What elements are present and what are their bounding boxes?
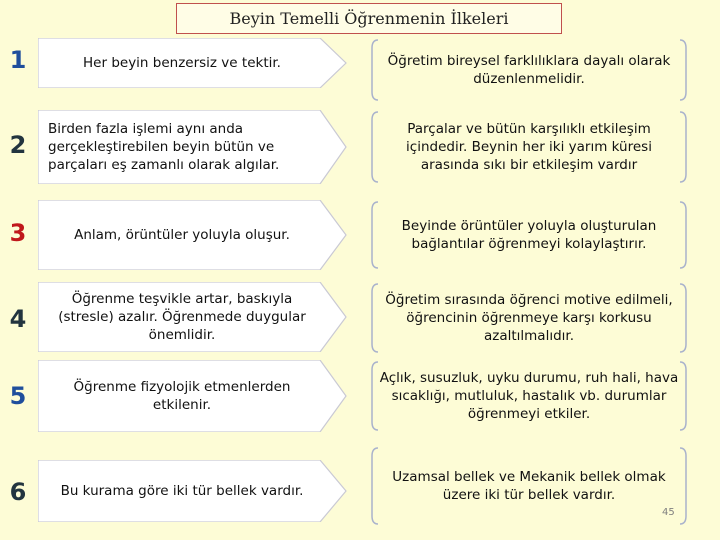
implication-box-4 — [370, 282, 688, 354]
implication-box-3 — [370, 200, 688, 270]
slide-title: Beyin Temelli Öğrenmenin İlkeleri — [176, 3, 562, 34]
implication-text-3: Beyinde örüntüler yoluyla oluşturulan bağlantılar öğrenmeyi kolaylaştırır. — [401, 217, 657, 252]
implication-text-5: Açlık, susuzluk, uyku durumu, ruh hali, hava sıcaklığı, mutluluk, hastalık vb. durumlar öğrenmeyi etkiler. — [379, 369, 679, 423]
implication-text-2: Parçalar ve bütün karşılıklı etkileşim içindedir. Beynin her iki yarım küresi arasında sıkı bir etkileşim vardır — [406, 120, 652, 174]
principle-arrow-3 — [38, 200, 348, 270]
implication-box-5 — [370, 360, 688, 432]
principle-text-3: Anlam, örüntüler yoluyla oluşur. — [74, 226, 290, 243]
principle-arrow-6 — [38, 460, 348, 522]
page-number: 45 — [662, 507, 675, 518]
principle-text-6: Bu kurama göre iki tür bellek vardır. — [60, 482, 304, 499]
row-number-3: 3 — [9, 219, 27, 247]
principle-text-4: Öğrenme teşvikle artar, baskıyla (stresle) azalır. Öğrenmede duygular önemlidir. — [58, 290, 306, 344]
implication-text-4: Öğretim sırasında öğrenci motive edilmeli, öğrencinin öğrenmeye karşı korkusu azaltılmalıdır. — [385, 291, 673, 345]
principle-arrow-2 — [38, 110, 348, 184]
implication-text-6: Uzamsal bellek ve Mekanik bellek olmak üzere iki tür bellek vardır. — [392, 468, 666, 503]
implication-box-6 — [370, 446, 688, 526]
row-number-1: 1 — [9, 46, 27, 74]
row-number-4: 4 — [9, 305, 27, 333]
principle-text-1: Her beyin benzersiz ve tektir. — [83, 54, 281, 71]
principle-text-2: Birden fazla işlemi aynı anda gerçekleştirebilen beyin bütün ve parçaları eş zamanlı olarak algılar. — [48, 120, 280, 174]
implication-box-1 — [370, 38, 688, 102]
principle-arrow-5 — [38, 360, 348, 432]
row-number-2: 2 — [9, 131, 27, 159]
principle-arrow-4 — [38, 282, 348, 352]
row-number-6: 6 — [9, 478, 27, 506]
implication-box-2 — [370, 110, 688, 184]
principle-text-5: Öğrenme fizyolojik etmenlerden etkilenir. — [73, 378, 291, 413]
principle-arrow-1 — [38, 38, 348, 88]
implication-text-1: Öğretim bireysel farklılıklara dayalı olarak düzenlenmelidir. — [387, 52, 671, 87]
row-number-5: 5 — [9, 382, 27, 410]
